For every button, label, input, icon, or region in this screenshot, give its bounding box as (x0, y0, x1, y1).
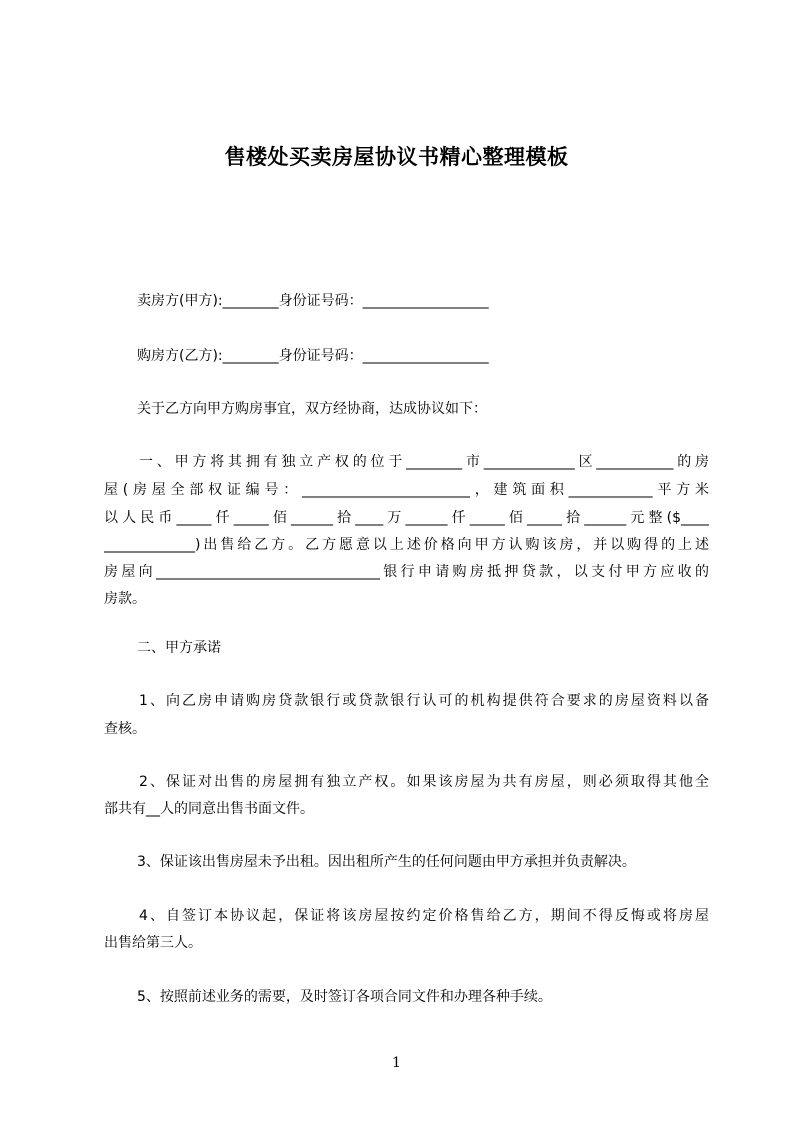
page-number: 1 (392, 1055, 401, 1071)
seller-line: 卖房方(甲方):________身份证号码：__________________ (137, 293, 489, 309)
section-1-line: 屋(房屋全部权证编号：________________________，建筑面积____________平方米 (104, 482, 709, 498)
item-4-line: 4、自签订本协议起，保证将该房屋按约定价格售给乙方，期间不得反悔或将房屋 (139, 908, 709, 924)
item-2-line: 2、保证对出售的房屋拥有独立产权。如果该房屋为共有房屋，则必须取得其他全 (139, 774, 709, 790)
document-title: 售楼处买卖房屋协议书精心整理模板 (224, 145, 569, 169)
item-4-line: 出售给第三人。 (104, 935, 202, 951)
item-1-line: 查核。 (104, 721, 146, 737)
section-1-line: 房款。 (104, 591, 146, 607)
promise-item-3: 3、保证该出售房屋未予出租。因出租所产生的任何问题由甲方承担并负责解决。 (137, 854, 636, 870)
section-1-line: 以人民币_____仟_____佰______拾____万______仟_____佰_____拾______元整($____ (104, 510, 709, 526)
section-2-heading: 二、甲方承诺 (137, 640, 221, 656)
item-1-line: 1、向乙房申请购房贷款银行或贷款银行认可的机构提供符合要求的房屋资料以备 (139, 693, 709, 709)
buyer-line: 购房方(乙方):________身份证号码：__________________ (137, 348, 489, 364)
intro-paragraph: 关于乙方向甲方购房事宜，双方经协商，达成协议如下： (137, 401, 487, 417)
promise-item-5: 5、按照前述业务的需要，及时签订各项合同文件和办理各种手续。 (137, 989, 552, 1005)
section-1-line: 一、甲方将其拥有独立产权的位于________市_____________区___________的房 (139, 454, 709, 470)
section-1-line: 房屋向________________________________银行申请购房抵押贷款，以支付甲方应收的 (104, 564, 709, 580)
item-2-line: 部共有__人的同意出售书面文件。 (104, 801, 314, 817)
section-1-line: _____________)出售给乙方。乙方愿意以上述价格向甲方认购该房，并以购得的上述 (104, 537, 709, 553)
